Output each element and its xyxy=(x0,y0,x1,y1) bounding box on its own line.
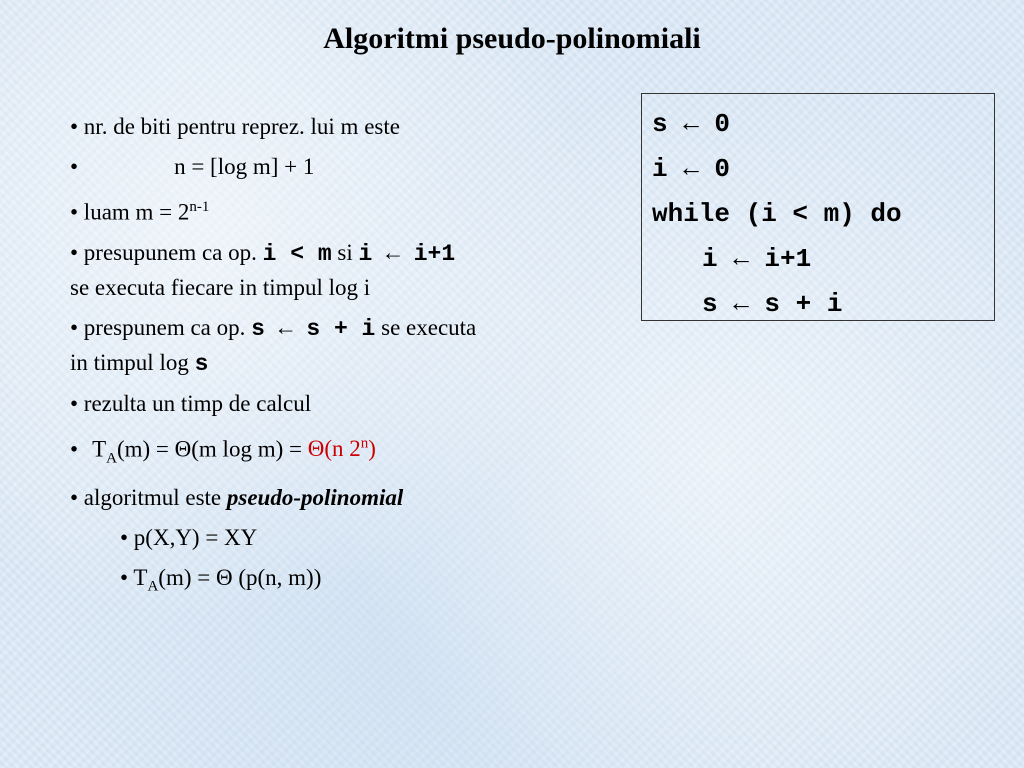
bullet-list xyxy=(70,110,610,604)
bullet-ta-p xyxy=(70,561,610,604)
pseudo-polinomial-emphasis: pseudo-polinomial xyxy=(226,484,404,510)
bullet-marker: • xyxy=(70,154,79,179)
ta-T: T xyxy=(92,436,107,462)
ta-subscript: A xyxy=(106,449,117,466)
code-line-while: while (i < m) do xyxy=(652,199,902,229)
code-sum: s ← s + i xyxy=(251,315,376,342)
ta-result-exponent: n xyxy=(360,435,369,452)
code-line-increment: i ← i+1 xyxy=(702,244,812,274)
bullet-marker: • xyxy=(70,436,79,462)
bullet-bits: • nr. de biti pentru reprez. lui m este xyxy=(70,114,400,139)
ta-p-subscript: A xyxy=(147,578,159,595)
se-executa-text: se executa xyxy=(375,314,477,340)
code-increment: i ← i+1 xyxy=(358,240,456,267)
ta-p-T: • T xyxy=(120,564,148,590)
bullet-rezulta: • rezulta un timp de calcul xyxy=(70,390,312,416)
code-s: s xyxy=(194,350,209,377)
timpul-text: in timpul log xyxy=(70,349,195,375)
bullet-luam xyxy=(70,190,610,230)
n-formula: n = [log m] + 1 xyxy=(174,154,315,179)
si-text: si xyxy=(331,239,359,265)
code-compare: i < m xyxy=(262,240,332,267)
presupunem-text: • presupunem ca op. xyxy=(70,239,263,265)
bullet-prespunem-cont xyxy=(70,346,610,381)
slide-title: Algoritmi pseudo-polinomiali xyxy=(323,22,701,55)
code-line-sum: s ← s + i xyxy=(702,289,843,319)
bullet-pxy: • p(X,Y) = XY xyxy=(120,524,258,550)
luam-text: • luam m = 2 xyxy=(70,199,190,225)
prespunem-text: • prespunem ca op. xyxy=(70,314,252,340)
algoritmul-text: • algoritmul este xyxy=(70,484,227,510)
bullet-prespunem xyxy=(70,311,610,346)
ta-result-base: Θ(n 2 xyxy=(307,436,361,462)
code-box xyxy=(641,93,995,321)
ta-result-close: ) xyxy=(368,436,376,462)
code-line-i-init: i ← 0 xyxy=(652,154,731,184)
bullet-n-formula xyxy=(70,150,610,184)
code-line-s-init: s ← 0 xyxy=(652,109,731,139)
ta-p-formula: (m) = Θ (p(n, m)) xyxy=(158,564,322,590)
bullet-presupunem-cont: se executa fiecare in timpul log i xyxy=(70,274,371,300)
luam-exponent: n-1 xyxy=(189,199,210,215)
bullet-algoritmul xyxy=(70,481,610,515)
ta-result xyxy=(308,436,376,461)
bullet-presupunem xyxy=(70,236,610,271)
bullet-ta-formula xyxy=(70,427,610,475)
ta-formula-mid: (m) = Θ(m log m) = xyxy=(116,436,308,462)
